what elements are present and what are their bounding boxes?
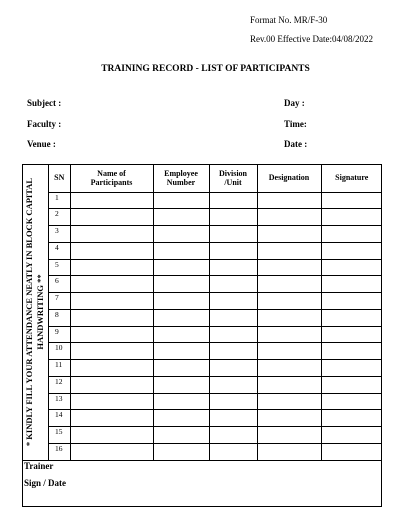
name-cell[interactable] xyxy=(70,276,153,293)
table-row xyxy=(49,226,382,243)
column-header-designation: Designation xyxy=(257,164,321,192)
table-row xyxy=(49,293,382,310)
date-label: Date : xyxy=(284,139,308,149)
column-header-division-line2: /Unit xyxy=(224,177,242,187)
faculty-label: Faculty : xyxy=(27,119,62,129)
column-header-name-line1: Name of xyxy=(97,168,126,178)
column-header-signature: Signature xyxy=(321,164,382,192)
employee-number-cell[interactable] xyxy=(153,376,209,393)
signature-cell[interactable] xyxy=(321,209,382,226)
table-row xyxy=(49,326,382,343)
row-number: 11 xyxy=(49,360,70,377)
table-row xyxy=(49,343,382,360)
employee-number-cell[interactable] xyxy=(153,242,209,259)
signature-cell[interactable] xyxy=(321,276,382,293)
designation-cell[interactable] xyxy=(257,192,321,209)
employee-number-cell[interactable] xyxy=(153,276,209,293)
signature-cell[interactable] xyxy=(321,309,382,326)
employee-number-cell[interactable] xyxy=(153,427,209,444)
designation-cell[interactable] xyxy=(257,343,321,360)
employee-number-cell[interactable] xyxy=(153,360,209,377)
designation-cell[interactable] xyxy=(257,326,321,343)
instruction-text xyxy=(24,178,46,446)
signature-cell[interactable] xyxy=(321,293,382,310)
signature-cell[interactable] xyxy=(321,427,382,444)
day-label: Day : xyxy=(284,98,305,108)
name-cell[interactable] xyxy=(70,259,153,276)
name-cell[interactable] xyxy=(70,309,153,326)
designation-cell[interactable] xyxy=(257,443,321,460)
division-cell[interactable] xyxy=(209,427,257,444)
table-row xyxy=(49,410,382,427)
division-cell[interactable] xyxy=(209,293,257,310)
designation-cell[interactable] xyxy=(257,293,321,310)
document-title: TRAINING RECORD - LIST OF PARTICIPANTS xyxy=(101,64,310,74)
row-number: 15 xyxy=(49,427,70,444)
instruction-sidebar xyxy=(22,164,49,460)
name-cell[interactable] xyxy=(70,192,153,209)
instruction-line-2: HANDWRITING ** xyxy=(35,274,45,350)
designation-cell[interactable] xyxy=(257,393,321,410)
trainer-label: Trainer xyxy=(24,461,54,471)
column-header-name-line2: Participants xyxy=(90,177,133,187)
name-cell[interactable] xyxy=(70,410,153,427)
signature-cell[interactable] xyxy=(321,410,382,427)
name-cell[interactable] xyxy=(70,360,153,377)
employee-number-cell[interactable] xyxy=(153,410,209,427)
designation-cell[interactable] xyxy=(257,226,321,243)
participants-table xyxy=(49,164,382,460)
designation-cell[interactable] xyxy=(257,242,321,259)
signature-cell[interactable] xyxy=(321,360,382,377)
name-cell[interactable] xyxy=(70,293,153,310)
signature-cell[interactable] xyxy=(321,226,382,243)
employee-number-cell[interactable] xyxy=(153,192,209,209)
name-cell[interactable] xyxy=(70,343,153,360)
row-number: 10 xyxy=(49,343,70,360)
table-header-row xyxy=(49,164,382,192)
instruction-line-1: * KINDLY FILL YOUR ATTENDANCE NEATLY IN BLOCK CAPITAL xyxy=(24,177,34,447)
division-cell[interactable] xyxy=(209,259,257,276)
column-header-name xyxy=(70,164,153,192)
column-header-division-line1: Division xyxy=(218,168,247,178)
designation-cell[interactable] xyxy=(257,309,321,326)
employee-number-cell[interactable] xyxy=(153,293,209,310)
designation-cell[interactable] xyxy=(257,410,321,427)
name-cell[interactable] xyxy=(70,226,153,243)
division-cell[interactable] xyxy=(209,192,257,209)
venue-label: Venue : xyxy=(27,139,56,149)
employee-number-cell[interactable] xyxy=(153,309,209,326)
division-cell[interactable] xyxy=(209,443,257,460)
name-cell[interactable] xyxy=(70,376,153,393)
name-cell[interactable] xyxy=(70,242,153,259)
division-cell[interactable] xyxy=(209,326,257,343)
division-cell[interactable] xyxy=(209,309,257,326)
row-number: 8 xyxy=(49,309,70,326)
employee-number-cell[interactable] xyxy=(153,343,209,360)
column-header-employee-number xyxy=(153,164,209,192)
division-cell[interactable] xyxy=(209,393,257,410)
table-row xyxy=(49,242,382,259)
designation-cell[interactable] xyxy=(257,276,321,293)
division-cell[interactable] xyxy=(209,226,257,243)
column-header-sn: SN xyxy=(49,164,70,192)
table-row xyxy=(49,309,382,326)
division-cell[interactable] xyxy=(209,376,257,393)
table-row xyxy=(49,443,382,460)
row-number: 7 xyxy=(49,293,70,310)
signature-cell[interactable] xyxy=(321,376,382,393)
table-row xyxy=(49,393,382,410)
designation-cell[interactable] xyxy=(257,209,321,226)
table-row xyxy=(49,259,382,276)
employee-number-cell[interactable] xyxy=(153,443,209,460)
column-header-employee-line2: Number xyxy=(166,177,196,187)
employee-number-cell[interactable] xyxy=(153,393,209,410)
division-cell[interactable] xyxy=(209,242,257,259)
time-label: Time: xyxy=(284,119,307,129)
signature-cell[interactable] xyxy=(321,242,382,259)
row-number: 3 xyxy=(49,226,70,243)
subject-label: Subject : xyxy=(27,98,62,108)
table-row xyxy=(49,427,382,444)
row-number: 14 xyxy=(49,410,70,427)
employee-number-cell[interactable] xyxy=(153,326,209,343)
signature-cell[interactable] xyxy=(321,192,382,209)
signature-cell[interactable] xyxy=(321,259,382,276)
division-cell[interactable] xyxy=(209,343,257,360)
signature-cell[interactable] xyxy=(321,343,382,360)
name-cell[interactable] xyxy=(70,427,153,444)
row-number: 12 xyxy=(49,376,70,393)
division-cell[interactable] xyxy=(209,360,257,377)
signature-cell[interactable] xyxy=(321,443,382,460)
revision-date: Rev.00 Effective Date:04/08/2022 xyxy=(250,34,373,44)
row-number: 4 xyxy=(49,242,70,259)
table-row xyxy=(49,276,382,293)
table-row xyxy=(49,360,382,377)
table-row xyxy=(49,192,382,209)
employee-number-cell[interactable] xyxy=(153,209,209,226)
format-number: Format No. MR/F-30 xyxy=(250,15,328,25)
designation-cell[interactable] xyxy=(257,427,321,444)
row-number: 2 xyxy=(49,209,70,226)
division-cell[interactable] xyxy=(209,410,257,427)
row-number: 9 xyxy=(49,326,70,343)
employee-number-cell[interactable] xyxy=(153,226,209,243)
sign-date-label: Sign / Date xyxy=(24,478,67,488)
table-row xyxy=(49,376,382,393)
table-row xyxy=(49,209,382,226)
signature-cell[interactable] xyxy=(321,393,382,410)
row-number: 6 xyxy=(49,276,70,293)
participants-rows xyxy=(49,192,382,460)
employee-number-cell[interactable] xyxy=(153,259,209,276)
row-number: 5 xyxy=(49,259,70,276)
trainer-divider xyxy=(22,460,382,461)
designation-cell[interactable] xyxy=(257,376,321,393)
signature-cell[interactable] xyxy=(321,326,382,343)
designation-cell[interactable] xyxy=(257,360,321,377)
name-cell[interactable] xyxy=(70,326,153,343)
division-cell[interactable] xyxy=(209,276,257,293)
row-number: 16 xyxy=(49,443,70,460)
row-number: 13 xyxy=(49,393,70,410)
name-cell[interactable] xyxy=(70,443,153,460)
name-cell[interactable] xyxy=(70,393,153,410)
name-cell[interactable] xyxy=(70,209,153,226)
row-number: 1 xyxy=(49,192,70,209)
division-cell[interactable] xyxy=(209,209,257,226)
designation-cell[interactable] xyxy=(257,259,321,276)
column-header-division xyxy=(209,164,257,192)
column-header-employee-line1: Employee xyxy=(164,168,198,178)
